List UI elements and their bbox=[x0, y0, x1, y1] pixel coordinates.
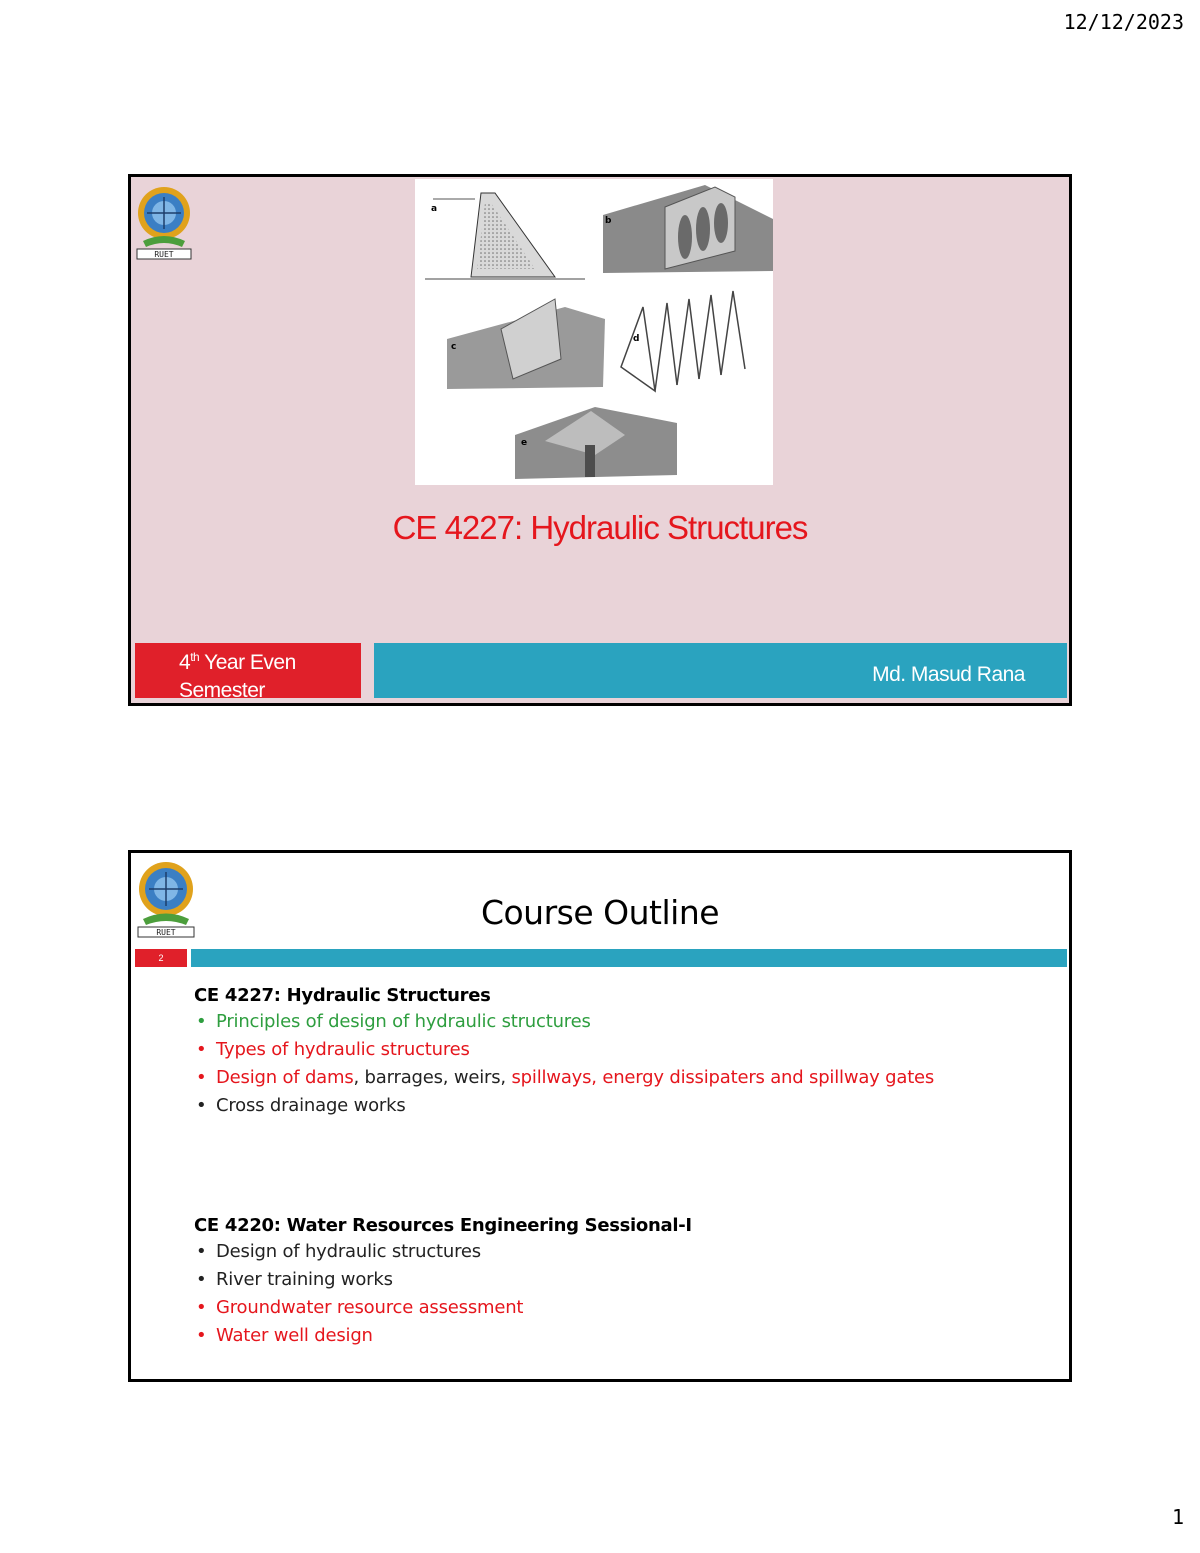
svg-text:a: a bbox=[431, 204, 438, 214]
dam-types-figure bbox=[415, 179, 773, 485]
list-item: • Groundwater resource assessment bbox=[194, 1294, 692, 1322]
list-item: • Types of hydraulic structures bbox=[194, 1036, 934, 1064]
author-name: Md. Masud Rana bbox=[872, 663, 1025, 686]
list-item: • Design of hydraulic structures bbox=[194, 1238, 692, 1266]
logo-text: RUET bbox=[154, 250, 174, 259]
svg-text:b: b bbox=[605, 216, 612, 226]
list-item: • Cross drainage works bbox=[194, 1092, 934, 1120]
slide-title: CE 4227: Hydraulic Structures bbox=[392, 509, 808, 546]
page-date: 12/12/2023 bbox=[1063, 10, 1184, 34]
course-section-ce4220 bbox=[194, 1215, 692, 1350]
university-logo-icon bbox=[135, 185, 193, 261]
svg-text:c: c bbox=[451, 342, 457, 352]
semester-box bbox=[135, 643, 361, 702]
slide-number: 2 bbox=[135, 949, 187, 967]
section-heading: CE 4220: Water Resources Engineering Sessional-I bbox=[194, 1215, 692, 1236]
svg-text:e: e bbox=[521, 438, 528, 448]
author-bar bbox=[374, 643, 1067, 698]
list-item: • Principles of design of hydraulic structures bbox=[194, 1008, 934, 1036]
title-slide bbox=[128, 174, 1072, 706]
topic-list bbox=[194, 1238, 692, 1350]
slide-title: Course Outline bbox=[480, 893, 720, 932]
course-section-ce4227 bbox=[194, 985, 934, 1120]
list-item: • Water well design bbox=[194, 1322, 692, 1350]
semester-line1: 4th Year Even bbox=[179, 650, 296, 674]
semester-line2: Semester bbox=[179, 679, 265, 702]
section-heading: CE 4227: Hydraulic Structures bbox=[194, 985, 491, 1006]
topic-list bbox=[194, 1008, 934, 1120]
page-number: 1 bbox=[1171, 1505, 1184, 1529]
logo-text: RUET bbox=[156, 928, 176, 937]
course-outline-slide bbox=[128, 850, 1072, 1382]
list-item: • Design of dams, barrages, weirs, spillways, energy dissipaters and spillway gates bbox=[194, 1064, 934, 1092]
list-item: • River training works bbox=[194, 1266, 692, 1294]
header-bar bbox=[191, 949, 1067, 967]
svg-text:d: d bbox=[633, 334, 640, 344]
